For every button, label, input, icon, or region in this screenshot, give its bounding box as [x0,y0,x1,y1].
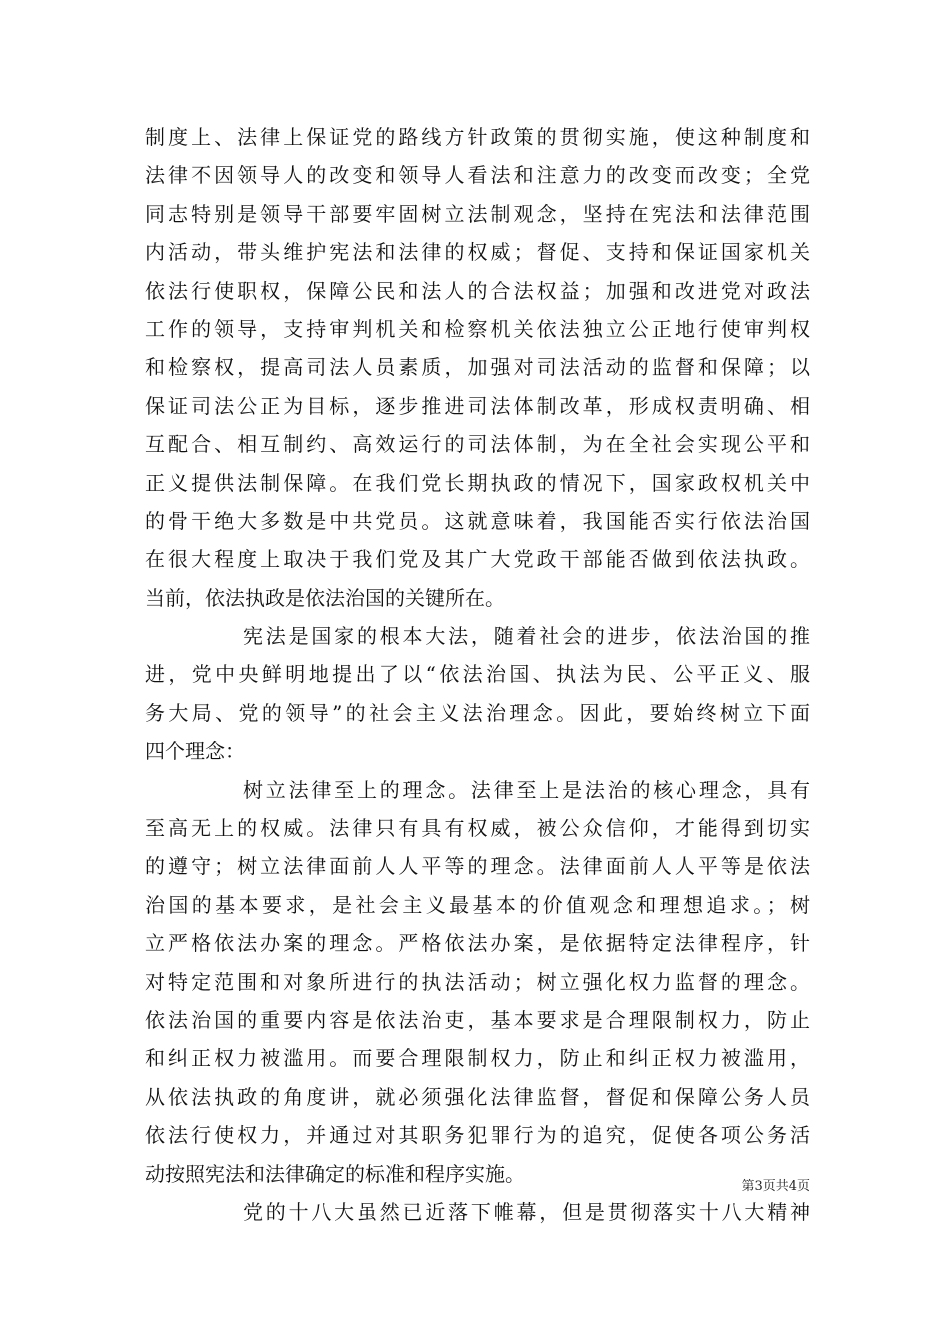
text-line: 依法行使权力，并通过对其职务犯罪行为的追究，促使各项公务活 [145,1123,810,1148]
text-line: 依法行使职权，保障公民和法人的合法权益；加强和改进党对政法 [145,278,810,303]
document-body [145,118,810,1231]
text-line: 和纠正权力被滥用。而要合理限制权力，防止和纠正权力被滥用， [145,1046,810,1071]
text-line: 至高无上的权威。法律只有具有权威，被公众信仰，才能得到切实 [145,816,810,841]
text-line: 当前，依法执政是依法治国的关键所在。 [145,585,505,610]
text-line: 同志特别是领导干部要牢固树立法制观念，坚持在宪法和法律范围 [145,201,810,226]
text-line: 动按照宪法和法律确定的标准和程序实施。 [145,1161,525,1186]
text-line: 的骨干绝大多数是中共党员。这就意味着，我国能否实行依法治国 [145,508,810,533]
text-line: 和检察权，提高司法人员素质，加强对司法活动的监督和保障；以 [145,355,810,380]
text-line: 在很大程度上取决于我们党及其广大党政干部能否做到依法执政。 [145,547,810,572]
text-line: 互配合、相互制约、高效运行的司法体制，为在全社会实现公平和 [145,432,810,457]
text-line: 宪法是国家的根本大法，随着社会的进步，依法治国的推 [243,624,810,649]
text-line: 依法治国的重要内容是依法治吏，基本要求是合理限制权力，防止 [145,1007,810,1032]
text-line: 保证司法公正为目标，逐步推进司法体制改革，形成权责明确、相 [145,393,810,418]
text-line: 立严格依法办案的理念。严格依法办案，是依据特定法律程序，针 [145,931,810,956]
text-line: 制度上、法律上保证党的路线方针政策的贯彻实施，使这种制度和 [145,125,810,149]
text-line: 树立法律至上的理念。法律至上是法治的核心理念，具有 [243,777,810,802]
text-line: 务大局、党的领导”的社会主义法治理念。因此，要始终树立下面 [145,700,810,725]
text-line: 工作的领导，支持审判机关和检察机关依法独立公正地行使审判权 [145,316,810,341]
text-line: 进，党中央鲜明地提出了以“依法治国、执法为民、公平正义、服 [145,662,810,687]
page-number: 第3页共4页 [741,1179,810,1194]
text-line: 党的十八大虽然已近落下帷幕，但是贯彻落实十八大精神 [243,1199,810,1224]
text-line: 四个理念： [145,739,245,764]
text-line: 对特定范围和对象所进行的执法活动；树立强化权力监督的理念。 [145,969,810,994]
text-line: 正义提供法制保障。在我们党长期执政的情况下，国家政权机关中 [145,470,810,495]
text-line: 的遵守；树立法律面前人人平等的理念。法律面前人人平等是依法 [145,854,810,879]
text-line: 治国的基本要求，是社会主义最基本的价值观念和理想追求。；树 [145,892,810,917]
text-line: 法律不因领导人的改变和领导人看法和注意力的改变而改变；全党 [145,163,810,188]
text-line: 内活动，带头维护宪法和法律的权威；督促、支持和保证国家机关 [145,240,810,265]
text-line: 从依法执政的角度讲，就必须强化法律监督，督促和保障公务人员 [145,1084,810,1109]
